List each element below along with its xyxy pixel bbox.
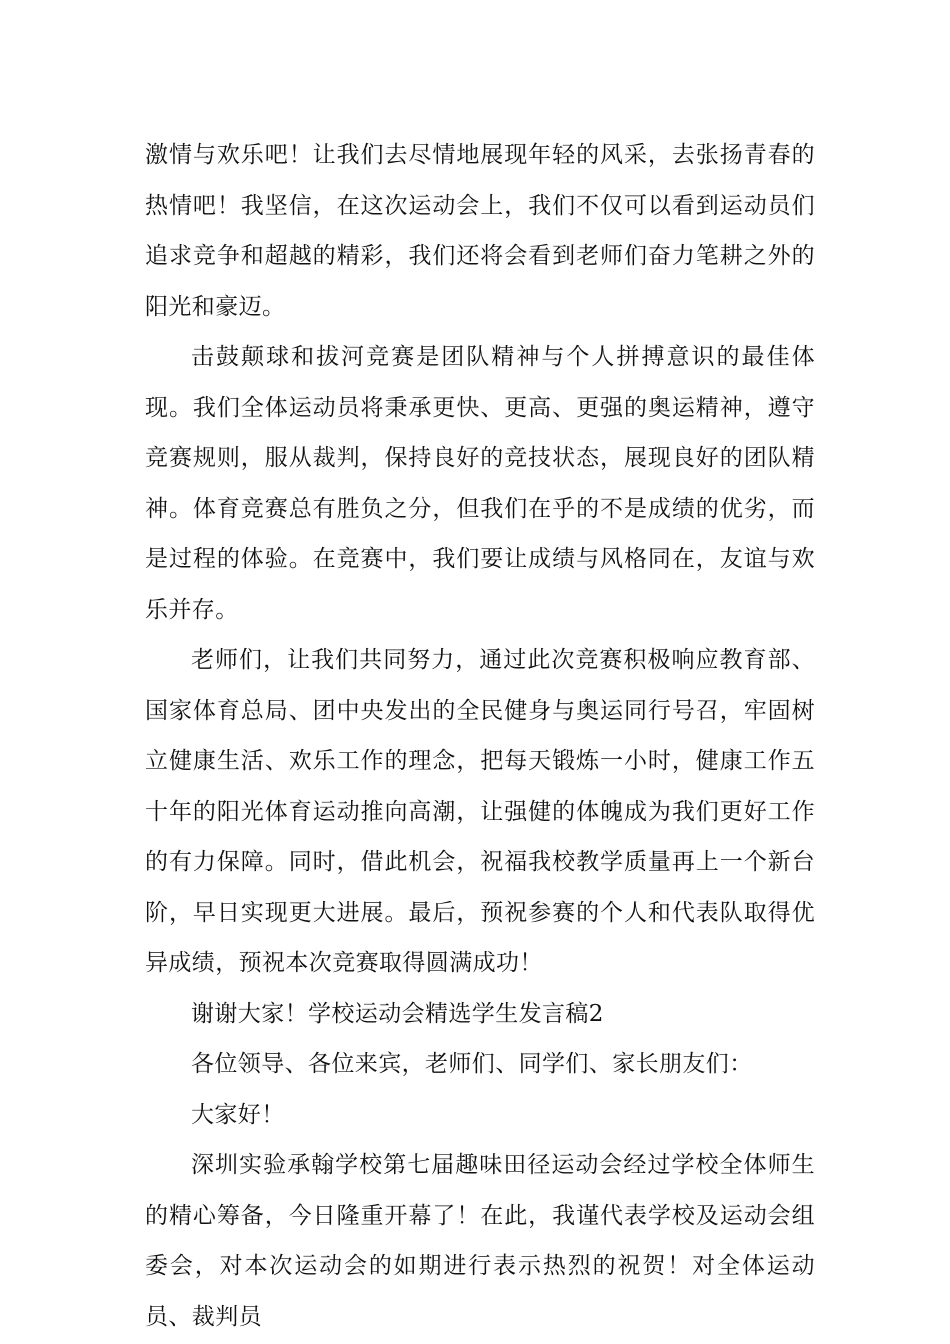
paragraph-7: 深圳实验承翰学校第七届趣味田径运动会经过学校全体师生的精心筹备，今日隆重开幕了！在此，我谨代表学校及运动会组委会，对本次运动会的如期进行表示热烈的祝贺！对全体运动员、裁判员 bbox=[145, 1152, 815, 1330]
paragraph-5-salutation: 各位领导、各位来宾，老师们、同学们、家长朋友们： bbox=[191, 1051, 753, 1077]
paragraph-3: 老师们，让我们共同努力，通过此次竞赛积极响应教育部、国家体育总局、团中央发出的全民健身与奥运同行号召，牢固树立健康生活、欢乐工作的理念，把每天锻炼一小时，健康工作五十年的阳光体育运动推向高潮，让强健的体魄成为我们更好工作的有力保障。同时，借此机会，祝福我校教学质量再上一个新台阶，早日实现更大进展。最后，预祝参赛的个人和代表队取得优异成绩，预祝本次竞赛取得圆满成功！ bbox=[145, 647, 815, 976]
paragraph-2: 击鼓颠球和拔河竞赛是团队精神与个人拼搏意识的最佳体现。我们全体运动员将秉承更快、更高、更强的奥运精神，遵守竞赛规则，服从裁判，保持良好的竞技状态，展现良好的团队精神。体育竞赛总有胜负之分，但我们在乎的不是成绩的优劣，而是过程的体验。在竞赛中，我们要让成绩与风格同在，友谊与欢乐并存。 bbox=[145, 344, 815, 623]
paragraph-4-heading: 谢谢大家！学校运动会精选学生发言稿2 bbox=[191, 1000, 604, 1027]
paragraph-1: 激情与欢乐吧！让我们去尽情地展现年轻的风采，去张扬青春的热情吧！我坚信，在这次运动会上，我们不仅可以看到运动员们追求竞争和超越的精彩，我们还将会看到老师们奋力笔耕之外的阳光和豪迈。 bbox=[145, 142, 815, 320]
paragraph-6-greeting: 大家好！ bbox=[191, 1101, 285, 1128]
document-page bbox=[145, 130, 815, 1342]
